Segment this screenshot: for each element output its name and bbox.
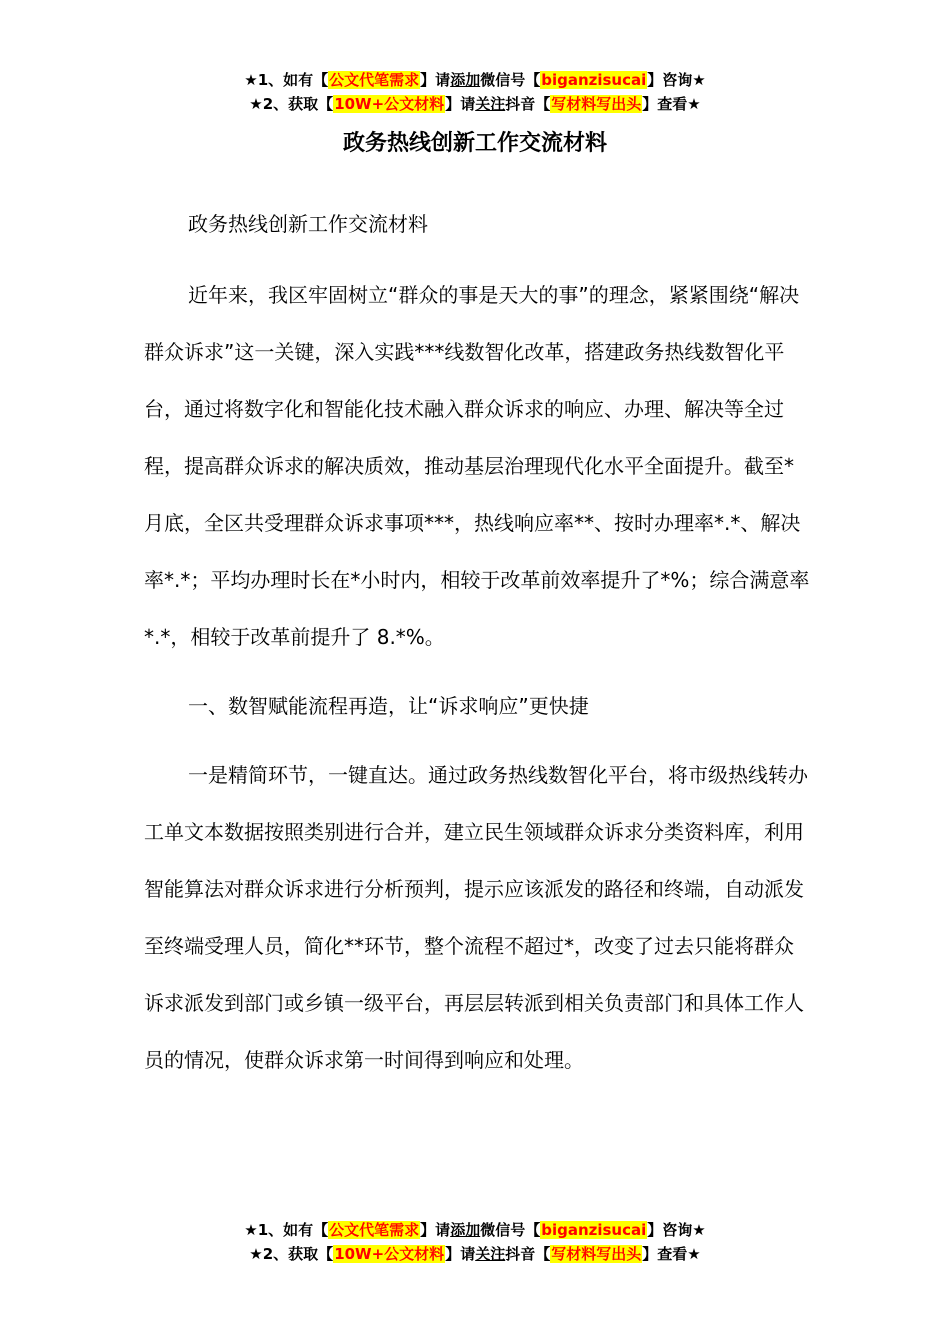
subtitle-paragraph: 政务热线创新工作交流材料 xyxy=(188,212,428,236)
promo-text: 】查看★ xyxy=(642,95,701,113)
underlined-text: 关注 xyxy=(475,1245,506,1263)
promo-text: 】请 xyxy=(445,95,476,113)
douyin-account: 写材料写出头 xyxy=(551,95,642,113)
promo-text: 微信号【 xyxy=(480,1221,541,1239)
promo-banner-top xyxy=(0,68,950,116)
body-paragraph: 一是精简环节，一键直达。通过政务热线数智化平台，将市级热线转办工单文本数据按照类别进行合并，建立民生领域群众诉求分类资料库，利用智能算法对群众诉求进行分析预判，提示应该派发的路径和终端，自动派发至终端受理人员，简化**环节，整个流程不超过*，改变了过去只能将群众诉求派发到部门或乡镇一级平台，再层层转派到相关负责部门和具体工作人员的情况，使群众诉求第一时间得到响应和处理。 xyxy=(144,763,808,1072)
promo-text: ★2、获取【 xyxy=(249,1245,334,1263)
promo-line-1 xyxy=(0,68,950,92)
document-title: 政务热线创新工作交流材料 xyxy=(342,131,607,156)
promo-text: 抖音【 xyxy=(505,1245,551,1263)
promo-text: 】请 xyxy=(420,1221,451,1239)
wechat-id: biganzisucai xyxy=(541,71,647,89)
promo-text: ★2、获取【 xyxy=(249,95,334,113)
highlight-text: 10W+公文材料 xyxy=(334,95,445,113)
document-body xyxy=(144,196,812,1101)
promo-text: 】请 xyxy=(445,1245,476,1263)
promo-text: ★1、如有【 xyxy=(244,71,329,89)
promo-text: 】咨询★ xyxy=(647,71,706,89)
promo-line-2 xyxy=(0,92,950,116)
promo-text: 】请 xyxy=(420,71,451,89)
underlined-text: 添加 xyxy=(450,71,481,89)
section-heading: 一、数智赋能流程再造，让“诉求响应”更快捷 xyxy=(188,694,589,718)
promo-line-1 xyxy=(0,1218,950,1242)
wechat-id: biganzisucai xyxy=(541,1221,647,1239)
promo-text: 】咨询★ xyxy=(647,1221,706,1239)
promo-text: 抖音【 xyxy=(505,95,551,113)
intro-paragraph: 近年来，我区牢固树立“群众的事是天大的事”的理念，紧紧围绕“解决群众诉求”这一关键，深入实践***线数智化改革，搭建政务热线数智化平台，通过将数字化和智能化技术融入群众诉求的响应、办理、解决等全过程，提高群众诉求的解决质效，推动基层治理现代化水平全面提升。截至*月底，全区共受理群众诉求事项***，热线响应率**、按时办理率*.*、解决率*.*；平均办理时长在*小时内，相较于改革前效率提升了*%；综合满意率*.*，相较于改革前提升了 8.*%。 xyxy=(144,283,810,649)
promo-text: 微信号【 xyxy=(480,71,541,89)
douyin-account: 写材料写出头 xyxy=(551,1245,642,1263)
underlined-text: 添加 xyxy=(450,1221,481,1239)
underlined-text: 关注 xyxy=(475,95,506,113)
promo-banner-bottom xyxy=(0,1218,950,1266)
promo-text: 】查看★ xyxy=(642,1245,701,1263)
highlight-text: 10W+公文材料 xyxy=(334,1245,445,1263)
highlight-text: 公文代笔需求 xyxy=(329,1221,420,1239)
promo-text: ★1、如有【 xyxy=(244,1221,329,1239)
highlight-text: 公文代笔需求 xyxy=(329,71,420,89)
promo-line-2 xyxy=(0,1242,950,1266)
